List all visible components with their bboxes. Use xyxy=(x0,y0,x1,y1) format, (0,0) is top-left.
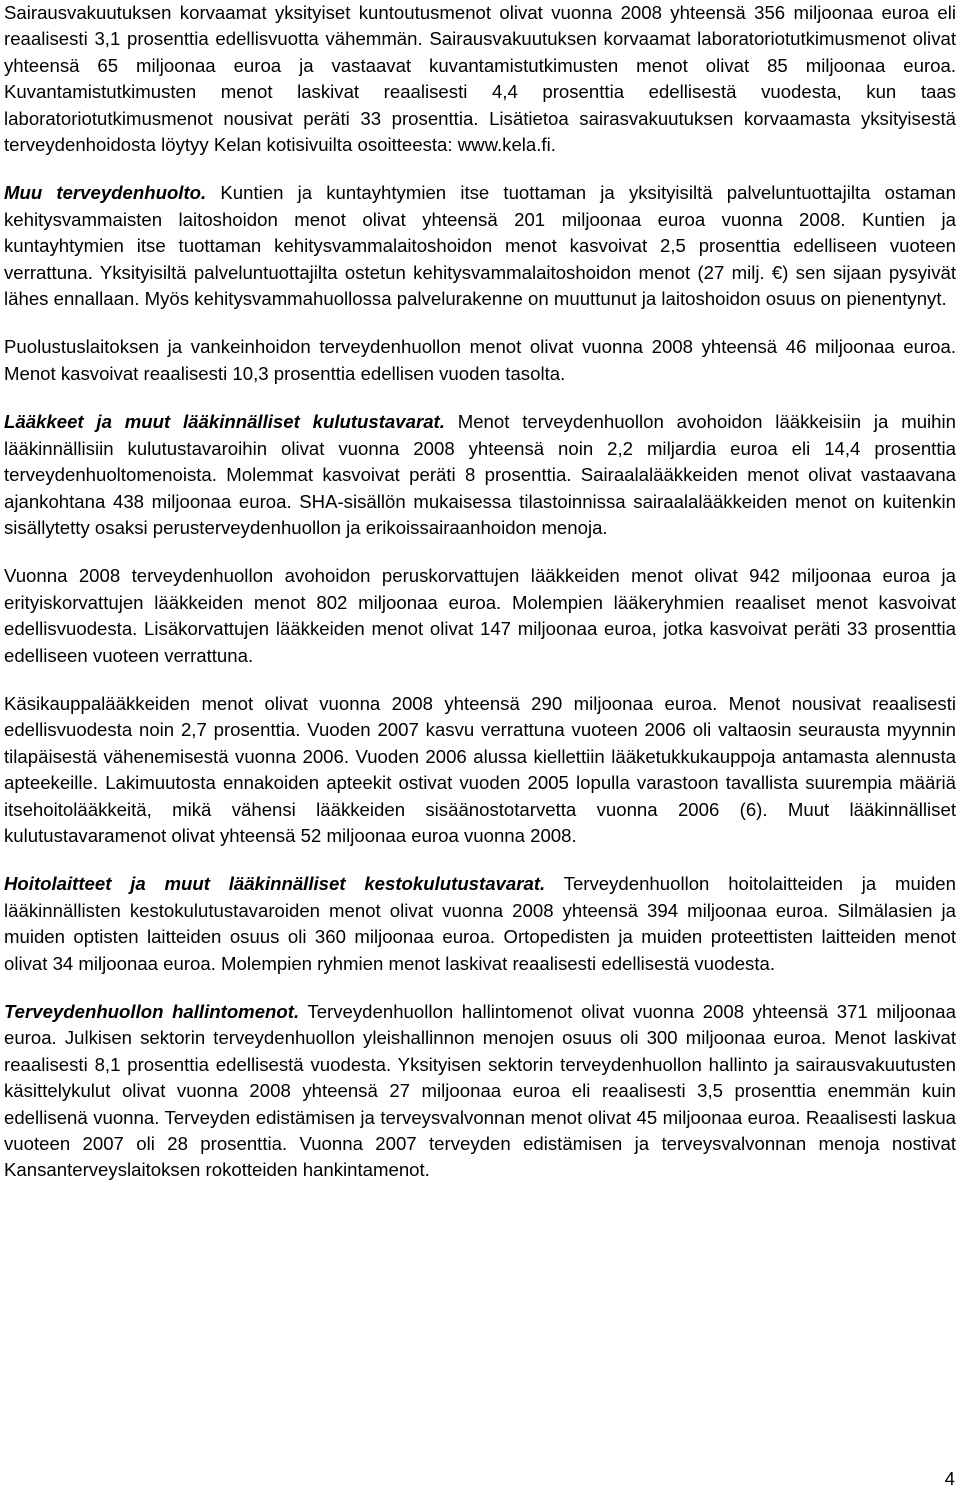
paragraph-text: Sairausvakuutuksen korvaamat yksityiset kuntoutusmenot olivat vuonna 2008 yhteensä 356 miljoonaa euroa eli reaalisesti 3,1 prosenttia edellisvuotta vähemmän. Sairausvakuutuksen korvaamat laboratoriotutkimusmenot olivat yhteensä 65 miljoonaa euroa ja vastaavat kuvantamistutkimusten menot olivat 85 miljoonaa euroa. Kuvantamistutkimusten menot laskivat reaalisesti 4,4 prosenttia edellisestä vuodesta, kun taas laboratoriotutkimusmenot nousivat peräti 33 prosenttia. Lisätietoa sairasvakuutuksen korvaamasta yksityisestä terveydenhoidosta löytyy Kelan kotisivuilta osoitteesta: www.kela.fi. xyxy=(4,2,956,156)
paragraph-other-healthcare xyxy=(4,180,956,312)
paragraph-text: Puolustuslaitoksen ja vankeinhoidon terveydenhuollon menot olivat vuonna 2008 yhteensä 46 miljoonaa euroa. Menot kasvoivat reaalisesti 10,3 prosenttia edellisen vuoden tasolta. xyxy=(4,336,956,384)
paragraph-text: Terveydenhuollon hoitolaitteiden ja muiden lääkinnällisten kestokulutustavaroiden menot olivat vuonna 2008 yhteensä 394 miljoonaa euroa. Silmälasien ja muiden optisten laitteiden osuus oli 360 miljoonaa euroa. Ortopedisten ja muiden proteettisten laitteiden menot olivat 34 miljoonaa euroa. Molempien ryhmien menot laskivat reaalisesti edellisestä vuodesta. xyxy=(4,873,956,974)
paragraph-text: Käsikauppalääkkeiden menot olivat vuonna 2008 yhteensä 290 miljoonaa euroa. Menot nousivat reaalisesti edellisvuodesta noin 2,7 prosenttia. Vuoden 2007 kasvu verrattuna vuoteen 2006 oli valtaosin seurausta myynnin tilapäisestä vähenemisestä vuonna 2006. Vuoden 2006 alussa kiellettiin lääketukkukauppoja antamasta alennusta apteekeille. Lakimuutosta ennakoiden apteekit ostivat vuoden 2005 lopulla varastoon tavallista suurempia määriä itsehoitolääkkeitä, mikä vähensi lääkkeiden sisäänostotarvetta vuonna 2006 (6). Muut lääkinnälliset kulutustavaramenot olivat yhteensä 52 miljoonaa euroa vuonna 2008. xyxy=(4,692,956,846)
section-heading: Lääkkeet ja muut lääkinnälliset kulutustavarat. xyxy=(4,411,445,433)
paragraph-otc-medicines xyxy=(4,691,956,849)
paragraph-medicines xyxy=(4,409,956,541)
paragraph-defence-prison xyxy=(4,334,956,387)
paragraph-text: Vuonna 2008 terveydenhuollon avohoidon peruskorvattujen lääkkeiden menot olivat 942 miljoonaa euroa ja erityiskorvattujen lääkkeiden menot 802 miljoonaa euroa. Molempien lääkeryhmien reaaliset menot kasvoivat edellisvuodesta. Lisäkorvattujen lääkkeiden menot olivat 147 miljoonaa euroa, jotka kasvoivat peräti 33 prosenttia edelliseen vuoteen verrattuna. xyxy=(4,565,956,666)
page-number: 4 xyxy=(944,1468,955,1489)
paragraph-administration xyxy=(4,999,956,1184)
paragraph-text: Menot terveydenhuollon avohoidon lääkkeisiin ja muihin lääkinnällisiin kulutustavaroihin olivat vuonna 2008 yhteensä noin 2,2 miljardia euroa eli 14,4 prosenttia terveydenhuoltomenoista. Molemmat kasvoivat peräti 8 prosenttia. Sairaalalääkkeiden menot olivat vastaavana ajankohtana 438 miljoonaa euroa. SHA-sisällön mukaisessa tilastoinnissa sairaalalääkkeiden menot on kuitenkin sisällytetty osaksi perusterveydenhuollon ja erikoissairaanhoidon menoja. xyxy=(4,411,956,538)
paragraph-private-rehabilitation xyxy=(4,0,956,158)
document-page xyxy=(4,0,956,1184)
paragraph-reimbursed-medicines xyxy=(4,563,956,669)
paragraph-medical-devices xyxy=(4,871,956,977)
section-heading: Hoitolaitteet ja muut lääkinnälliset kestokulutustavarat. xyxy=(4,873,546,895)
section-heading: Terveydenhuollon hallintomenot. xyxy=(4,1001,300,1022)
section-heading: Muu terveydenhuolto. xyxy=(4,182,207,204)
paragraph-text: Terveydenhuollon hallintomenot olivat vuonna 2008 yhteensä 371 miljoonaa euroa. Julkisen sektorin terveydenhuollon yleishallinnon menojen osuus oli 300 miljoonaa euroa. Menot laskivat reaalisesti 8,1 prosenttia edellisestä vuodesta. Yksityisen sektorin terveydenhuollon hallinto ja sairausvakuutusten käsittelykulut olivat vuonna 2008 yhteensä 27 miljoonaa euroa eli reaalisesti 3,5 prosenttia enemmän kuin edellisenä vuonna. Terveyden edistämisen ja terveysvalvonnan menot olivat 45 miljoonaa euroa. Reaalisesti laskua vuoteen 2007 oli 28 prosenttia. Vuonna 2007 terveyden edistämisen ja terveysvalvonnan menoja nostivat Kansanterveyslaitoksen rokotteiden hankintamenot. xyxy=(4,1001,956,1181)
paragraph-text: Kuntien ja kuntayhtymien itse tuottaman ja yksityisiltä palveluntuottajilta ostaman kehitysvammaisten laitoshoidon menot olivat yhteensä 201 miljoonaa euroa vuonna 2008. Kuntien ja kuntayhtymien itse tuottaman kehitysvammalaitoshoidon menot kasvoivat 2,5 prosenttia edelliseen vuoteen verrattuna. Yksityisiltä palveluntuottajilta ostetun kehitysvammalaitoshoidon menot (27 milj. €) sen sijaan pysyivät lähes ennallaan. Myös kehitysvammahuollossa palvelurakenne on muuttunut ja laitoshoidon osuus on pienentynyt. xyxy=(4,182,956,310)
